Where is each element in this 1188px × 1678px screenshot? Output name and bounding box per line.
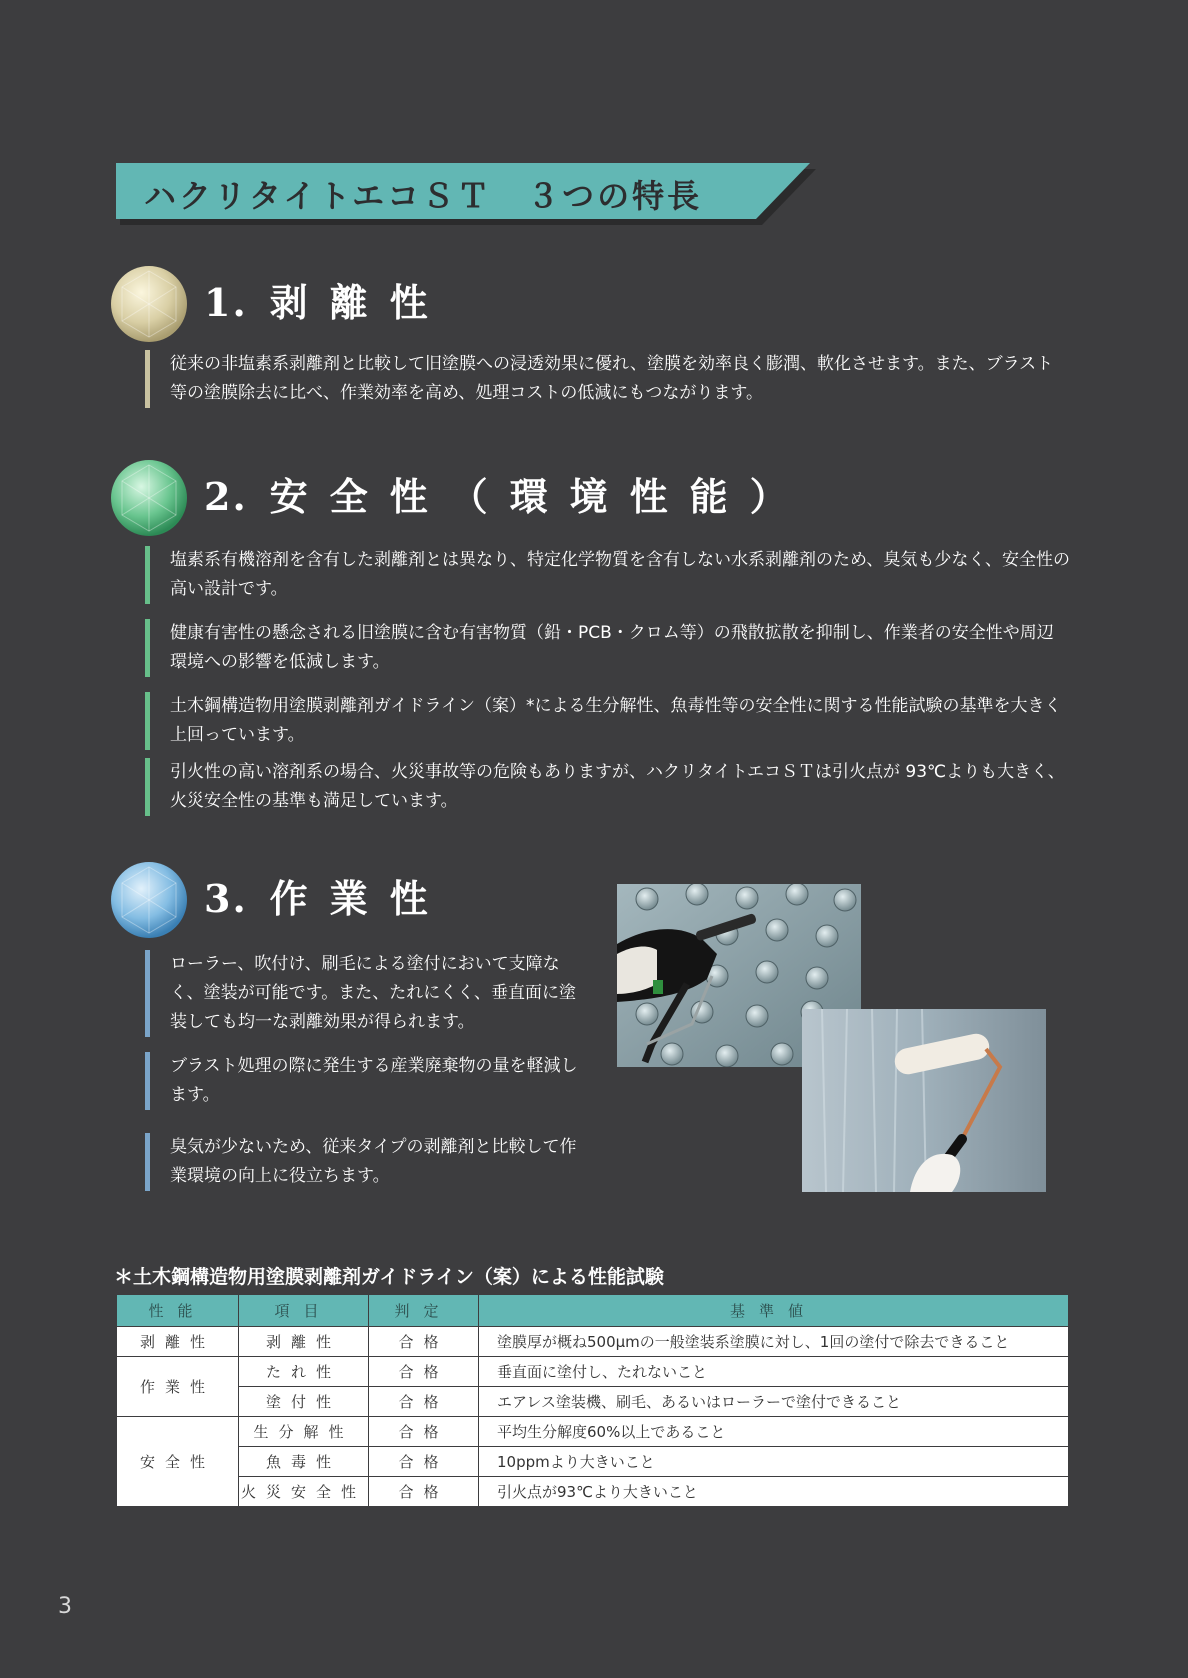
- item-cell: 火災安全性: [239, 1477, 369, 1507]
- result-cell: 合格: [369, 1447, 479, 1477]
- feature-2-paragraph-2: 健康有害性の懸念される旧塗膜に含む有害物質（鉛・PCB・クロム等）の飛散拡散を抑制し、作業者の安全性や周辺環境への影響を低減します。: [145, 619, 1070, 677]
- result-cell: 合格: [369, 1417, 479, 1447]
- table-row: [117, 1387, 1069, 1417]
- feature-3-number: 3.: [204, 876, 248, 921]
- feature-3-paragraph-1: ローラー、吹付け、刷毛による塗付において支障なく、塗装が可能です。また、たれにくく、垂直面に塗装しても均一な剥離効果が得られます。: [145, 950, 580, 1037]
- feature-2-number: 2.: [204, 474, 248, 519]
- result-cell: 合格: [369, 1357, 479, 1387]
- feature-2-paragraph-4: 引火性の高い溶剤系の場合、火災事故等の危険もありますが、ハクリタイトエコＳＴは引火点が 93℃よりも大きく、火災安全性の基準も満足しています。: [145, 758, 1070, 816]
- banner-title: ハクリタイトエコＳＴ ３つの特長: [144, 177, 703, 215]
- item-cell: 塗付性: [239, 1387, 369, 1417]
- result-cell: 合格: [369, 1477, 479, 1507]
- table-header-row: [117, 1295, 1069, 1327]
- feature-2-paragraph-3: 土木鋼構造物用塗膜剥離剤ガイドライン（案）*による生分解性、魚毒性等の安全性に関する性能試験の基準を大きく上回っています。: [145, 692, 1070, 750]
- title-banner: [116, 163, 810, 219]
- result-cell: 合格: [369, 1387, 479, 1417]
- green-gem-icon: [110, 459, 188, 537]
- header-result: 判定: [369, 1295, 479, 1327]
- feature-1-paragraph-1: 従来の非塩素系剥離剤と比較して旧塗膜への浸透効果に優れ、塗膜を効率良く膨潤、軟化させます。また、ブラスト等の塗膜除去に比べ、作業効率を高め、処理コストの低減にもつながります。: [145, 350, 1070, 408]
- feature-1-title: 剥離性: [269, 280, 450, 325]
- criterion-cell: 平均生分解度60%以上であること: [479, 1417, 1069, 1447]
- table-title: ＊土木鋼構造物用塗膜剥離剤ガイドライン（案）による性能試験: [114, 1266, 664, 1288]
- feature-2-heading: [204, 466, 810, 521]
- header-performance: 性能: [117, 1295, 239, 1327]
- criterion-cell: エアレス塗装機、刷毛、あるいはローラーで塗付できること: [479, 1387, 1069, 1417]
- feature-3-paragraph-3: 臭気が少ないため、従来タイプの剥離剤と比較して作業環境の向上に役立ちます。: [145, 1133, 580, 1191]
- feature-2-title: 安全性（環境性能）: [269, 474, 810, 519]
- criterion-cell: 垂直面に塗付し、たれないこと: [479, 1357, 1069, 1387]
- feature-3-title: 作業性: [269, 876, 450, 921]
- item-cell: 生分解性: [239, 1417, 369, 1447]
- feature-1-number: 1.: [204, 280, 248, 325]
- table-row: [117, 1477, 1069, 1507]
- table-row: [117, 1327, 1069, 1357]
- gold-gem-icon: [110, 265, 188, 343]
- performance-cell: 剥離性: [117, 1327, 239, 1357]
- table-row: [117, 1447, 1069, 1477]
- page-number: 3: [58, 1594, 72, 1619]
- feature-2-paragraph-1: 塩素系有機溶剤を含有した剥離剤とは異なり、特定化学物質を含有しない水系剥離剤のため、臭気も少なく、安全性の高い設計です。: [145, 546, 1070, 604]
- blue-gem-icon: [110, 861, 188, 939]
- criterion-cell: 塗膜厚が概ね500μmの一般塗装系塗膜に対し、1回の塗付で除去できること: [479, 1327, 1069, 1357]
- header-criterion: 基準値: [479, 1295, 1069, 1327]
- performance-cell: 安全性: [117, 1417, 239, 1507]
- header-item: 項目: [239, 1295, 369, 1327]
- table-row: [117, 1357, 1069, 1387]
- performance-cell: 作業性: [117, 1357, 239, 1417]
- item-cell: 剥離性: [239, 1327, 369, 1357]
- feature-3-heading: [204, 868, 450, 923]
- criterion-cell: 10ppmより大きいこと: [479, 1447, 1069, 1477]
- result-cell: 合格: [369, 1327, 479, 1357]
- table-row: [117, 1417, 1069, 1447]
- performance-test-table: [116, 1294, 1069, 1507]
- item-cell: たれ性: [239, 1357, 369, 1387]
- feature-3-paragraph-2: ブラスト処理の際に発生する産業廃棄物の量を軽減します。: [145, 1052, 580, 1110]
- feature-1-heading: [204, 272, 450, 327]
- criterion-cell: 引火点が93℃より大きいこと: [479, 1477, 1069, 1507]
- roller-on-wall-photo: [802, 1009, 1046, 1192]
- item-cell: 魚毒性: [239, 1447, 369, 1477]
